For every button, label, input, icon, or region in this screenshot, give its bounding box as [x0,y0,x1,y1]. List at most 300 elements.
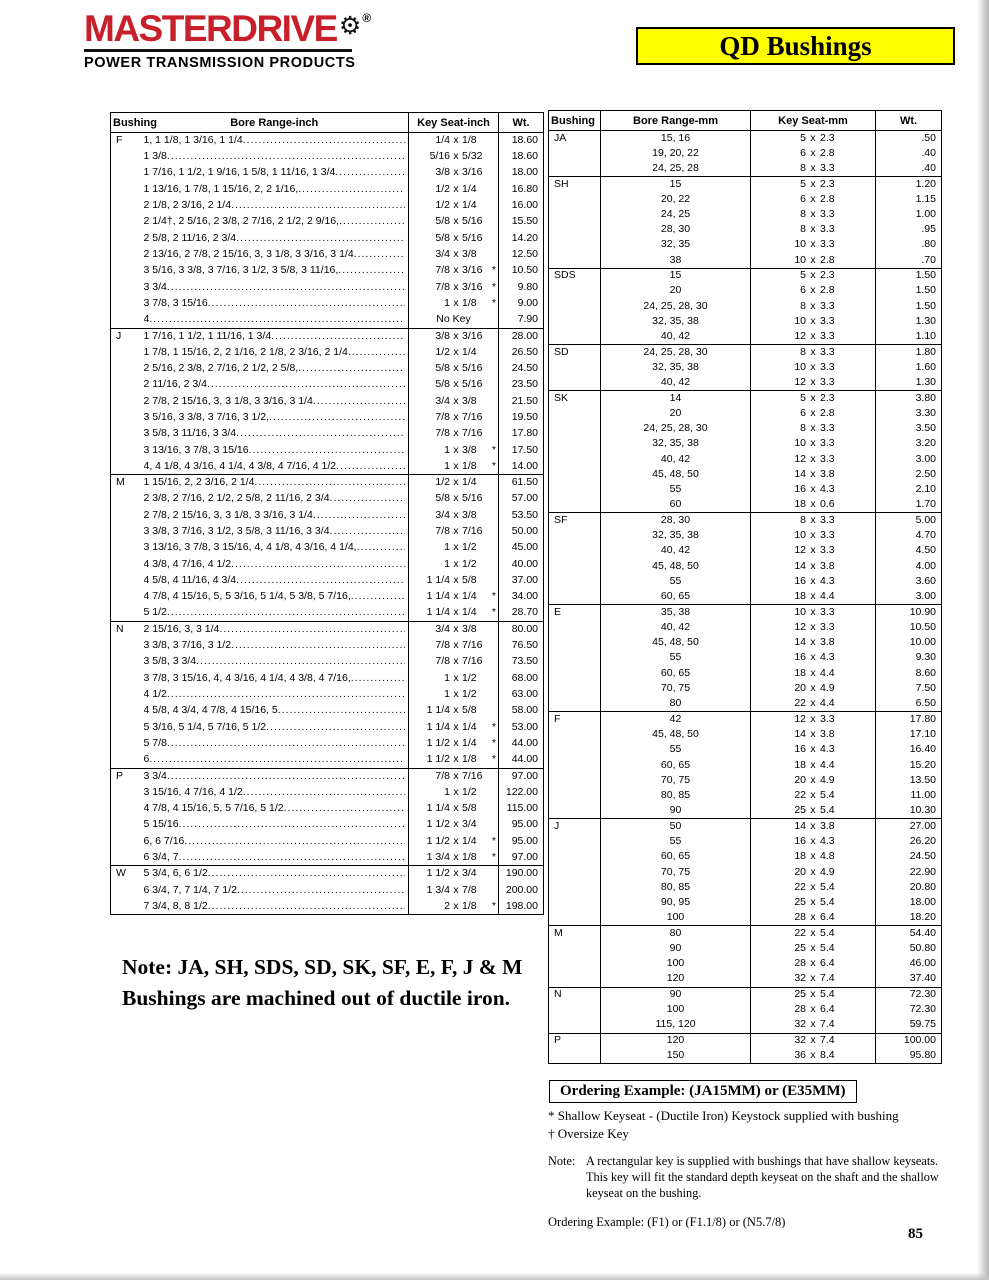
bushing-cell: SDS [549,268,601,283]
key-x: x [810,697,816,710]
key-x: x [453,720,459,733]
shallow-keyseat-star: * [491,280,496,293]
weight-cell: 2.10 [915,483,936,496]
bushing-cell [111,344,141,360]
bore-cell [141,475,409,491]
table-row [549,406,942,421]
keyseat-cell [409,361,499,377]
seat-value: 3.3 [820,452,835,465]
dot-leader [179,819,405,831]
seat-value: 5.4 [820,880,835,893]
table-row [549,758,942,773]
key-value: 5/8 [435,231,450,244]
keyseat-cell [751,1018,876,1033]
key-value: 7/8 [435,280,450,293]
key-x: x [810,850,816,863]
bore-cell: 45, 48, 50 [601,635,751,650]
key-x: x [453,639,459,652]
bore-values: 4 1/2 [143,688,167,700]
bore-cell: 45, 48, 50 [601,559,751,574]
bushing-cell [111,654,141,670]
bushing-cell [111,393,141,409]
weight-cell: 76.50 [511,639,538,652]
key-note-text: A rectangular key is supplied with bushings that have shallow keyseats. This key will fit the standard depth keyseat on the shaft and the shallow keyseat on the bushing. [586,1154,939,1200]
bore-cell: 100 [601,1002,751,1017]
keyseat-cell [409,850,499,866]
table-row [549,498,942,513]
table-row [111,458,544,474]
key-value: 8 [800,207,806,220]
table-row [549,589,942,604]
bushing-cell [549,559,601,574]
weight-cell: 3.00 [915,452,936,465]
table-row [111,752,544,768]
weight-cell: 15.50 [511,215,538,228]
table-row [549,620,942,635]
ordering-example-inch: Ordering Example: (F1) or (F1.1/8) or (N5.7/8) [548,1215,786,1229]
table-row [111,817,544,833]
weight-cell: 1.50 [915,299,936,312]
table-row [549,865,942,880]
weight-cell: 63.00 [511,687,538,700]
bushing-group-JA [549,131,942,177]
table-row [549,467,942,482]
keyseat-cell [751,268,876,283]
table-row [549,712,942,727]
weight-cell: 37.40 [909,972,936,985]
table-row [549,651,942,666]
seat-value: 1/2 [462,671,477,684]
bushing-cell [111,295,141,311]
table-row [549,314,942,329]
key-x: x [810,957,816,970]
key-value: 22 [794,880,806,893]
seat-value: 1/2 [462,557,477,570]
seat-value: 3.8 [820,636,835,649]
weight-cell: 6.50 [915,697,936,710]
keyseat-cell [409,295,499,311]
key-value: 25 [794,804,806,817]
key-x: x [810,789,816,802]
bushing-cell [549,146,601,161]
bore-values: 2 5/16, 2 3/8, 2 7/16, 2 1/2, 2 5/8, [143,363,299,375]
key-value: 10 [794,253,806,266]
weight-cell: 73.50 [511,655,538,668]
seat-value: 4.8 [820,850,835,863]
seat-value: 3.3 [820,207,835,220]
bore-cell: 120 [601,1033,751,1048]
dot-leader [237,885,405,897]
key-x: x [453,247,459,260]
key-x: x [453,802,459,815]
bore-values: 5 15/16 [143,819,179,831]
table-row [111,361,544,377]
bore-cell: 60, 65 [601,849,751,864]
key-value: 7/8 [435,264,450,277]
page-number: 85 [908,1226,923,1242]
seat-value: 3.3 [820,223,835,236]
bushing-cell [549,222,601,237]
shallow-keyseat-star: * [491,264,496,277]
key-x: x [453,280,459,293]
keyseat-cell [409,687,499,703]
keyseat-cell [751,222,876,237]
bore-cell [141,312,409,328]
bore-cell [141,768,409,784]
bushing-cell: F [116,134,123,147]
keyseat-cell [409,735,499,751]
weight-cell: 28.70 [511,606,538,619]
weight-cell: 26.50 [511,345,538,358]
key-value: 32 [794,972,806,985]
bushing-cell [549,436,601,451]
keyseat-cell [751,635,876,650]
weight-cell: 10.30 [909,804,936,817]
weight-cell: 24.50 [909,850,936,863]
bore-cell [141,898,409,914]
bore-values: 2 7/8, 2 15/16, 3, 3 1/8, 3 3/16, 3 1/4 [143,509,313,521]
page-title-box [636,27,955,65]
key-x: x [810,192,816,205]
inch-table [110,112,544,915]
keyseat-cell [409,605,499,621]
table-row [111,344,544,360]
weight-cell: 44.00 [511,736,538,749]
keyseat-cell [409,573,499,589]
dot-leader [313,396,405,408]
key-value: 1/2 [435,182,450,195]
table-row [111,149,544,165]
bore-cell: 90 [601,987,751,1002]
seat-value: 5/16 [462,378,483,391]
table-row [549,773,942,788]
bushing-group-F [549,712,942,819]
keyseat-cell [751,696,876,711]
keyseat-cell [409,752,499,768]
key-value: 8 [800,161,806,174]
key-value: 1 1/2 [426,867,450,880]
table-row [111,670,544,686]
dot-leader [149,754,405,766]
bushing-cell [111,214,141,230]
key-value: 18 [794,758,806,771]
table-row [549,329,942,344]
seat-value: 2.8 [820,406,835,419]
table-row [549,131,942,146]
keyseat-cell [409,670,499,686]
key-x: x [453,459,459,472]
weight-cell: 1.10 [915,329,936,342]
key-x: x [810,329,816,342]
key-value: 5/8 [435,362,450,375]
seat-value: 1/8 [462,752,477,765]
table-row [549,513,942,528]
key-x: x [810,391,816,404]
bushing-cell [549,421,601,436]
table-row [549,926,942,941]
key-value: 1 1/2 [426,752,450,765]
table-row [549,696,942,711]
weight-cell: 21.50 [511,394,538,407]
keyseat-cell [751,758,876,773]
bore-values: 2 3/8, 2 7/16, 2 1/2, 2 5/8, 2 11/16, 2 3/4 [143,493,330,505]
dot-leader [184,836,405,848]
bushing-cell [111,149,141,165]
bore-values: 3 3/4 [143,770,167,782]
bushing-cell [549,895,601,910]
key-value: 5 [800,269,806,282]
bore-values: 3 15/16, 4 7/16, 4 1/2 [143,786,243,798]
dot-leader [338,265,405,277]
bushing-cell: N [116,623,124,636]
bushing-cell [549,666,601,681]
shallow-keyseat-star: * [491,850,496,863]
table-row [111,524,544,540]
weight-cell: 1.00 [915,207,936,220]
mm-header-row [549,111,942,131]
key-value: 1 1/4 [426,573,450,586]
keyseat-cell [409,442,499,458]
bushing-cell [549,1002,601,1017]
mm-header-weight: Wt. [876,111,942,131]
table-row [549,238,942,253]
bushing-group-M [549,926,942,987]
bore-cell [141,263,409,279]
keyseat-cell [751,161,876,176]
weight-cell: 17.80 [511,427,538,440]
bore-cell [141,556,409,572]
key-value: 12 [794,452,806,465]
weight-cell: 3.30 [915,406,936,419]
seat-value: 3/8 [462,247,477,260]
bore-cell: 50 [601,819,751,834]
table-row [111,442,544,458]
key-value: 7/8 [435,769,450,782]
bushing-cell [111,638,141,654]
weight-cell: 50.00 [511,525,538,537]
key-value: 3/8 [435,166,450,179]
key-value: 14 [794,819,806,832]
weight-cell: 37.00 [511,573,538,586]
keyseat-cell [751,329,876,344]
bushing-cell: J [549,819,601,834]
bore-values: 1 15/16, 2, 2 3/16, 2 1/4 [143,477,255,489]
bushing-cell: W [116,867,126,880]
table-row [549,957,942,972]
key-value: 32 [794,1018,806,1031]
bushing-cell [111,230,141,246]
seat-value: 4.4 [820,758,835,771]
table-row [111,393,544,409]
table-row [111,491,544,507]
key-value: 8 [800,422,806,435]
dot-leader [298,184,405,196]
key-value: 1 3/4 [426,883,450,896]
weight-cell: 95.00 [511,834,538,847]
key-value: 36 [794,1048,806,1061]
key-x: x [810,712,816,725]
weight-cell: 53.50 [511,508,538,521]
bore-cell [141,703,409,719]
seat-value: 5.4 [820,927,835,940]
seat-value: 3.8 [820,559,835,572]
dot-leader [208,298,405,310]
dot-leader [231,640,405,652]
bore-cell [141,882,409,898]
bore-values: 4 [143,313,150,325]
bushing-cell: N [549,987,601,1002]
key-value: 28 [794,1003,806,1016]
keyseat-cell [751,895,876,910]
bore-cell: 115, 120 [601,1018,751,1033]
bore-cell: 14 [601,391,751,406]
bushing-cell: F [549,712,601,727]
bore-cell [141,198,409,214]
bushing-cell [549,911,601,926]
table-row [549,391,942,406]
bushing-cell [111,540,141,556]
seat-value: 5.4 [820,896,835,909]
bushing-cell [111,524,141,540]
key-x: x [810,529,816,542]
key-value: 12 [794,544,806,557]
keyseat-cell [751,544,876,559]
table-row [111,882,544,898]
seat-value: 3.3 [820,437,835,450]
keyseat-cell [751,773,876,788]
bore-cell: 40, 42 [601,544,751,559]
key-value: 7/8 [435,655,450,668]
shallow-keyseat-star: * [491,752,496,765]
seat-value: 0.6 [820,498,835,511]
bore-values: 3 3/8, 3 7/16, 3 1/2 [143,640,232,652]
bushing-cell [111,752,141,768]
keyseat-cell [751,421,876,436]
key-x: x [453,850,459,863]
keyseat-cell [409,133,499,149]
weight-cell: 2.50 [915,467,936,480]
seat-value: 1/8 [462,899,477,912]
table-row [549,375,942,390]
seat-value: 1/8 [462,134,477,147]
bore-values: 1 7/16, 1 1/2, 1 9/16, 1 5/8, 1 11/16, 1 3/4 [143,167,336,179]
key-value: 3/4 [435,508,450,521]
bore-cell: 55 [601,834,751,849]
keyseat-cell [409,654,499,670]
weight-cell: 13.50 [909,773,936,786]
logo-tagline: POWER TRANSMISSION PRODUCTS [84,55,356,71]
key-value: 16 [794,651,806,664]
bore-cell: 150 [601,1048,751,1063]
key-value: 8 [800,223,806,236]
bore-cell [141,491,409,507]
key-value: 1 1/2 [426,736,450,749]
bore-cell: 20 [601,283,751,298]
bore-cell: 32, 35, 38 [601,360,751,375]
bore-values: 4 5/8, 4 3/4, 4 7/8, 4 15/16, 5 [143,705,278,717]
weight-cell: 16.80 [511,182,538,195]
seat-value: 3/16 [462,264,483,277]
key-value: 1 1/2 [426,818,450,831]
key-x: x [810,988,816,1001]
table-row [549,972,942,987]
seat-value: 1/2 [462,687,477,700]
key-value: 14 [794,467,806,480]
dot-leader [339,216,405,228]
key-value: 6 [800,192,806,205]
seat-value: 2.3 [820,177,835,190]
table-row [111,621,544,637]
table-row [111,328,544,344]
weight-cell: 122.00 [505,785,538,798]
bore-cell: 70, 75 [601,865,751,880]
keyseat-cell [409,426,499,442]
bore-cell [141,165,409,181]
key-x: x [453,410,459,423]
key-value: 10 [794,360,806,373]
bore-cell [141,133,409,149]
weight-cell: 24.50 [511,362,538,375]
bushing-cell [549,773,601,788]
dot-leader [167,282,405,294]
bore-values: 6, 6 7/16 [143,835,185,847]
key-value: 18 [794,498,806,511]
bushing-group-W [111,866,544,915]
masterdrive-logo [84,8,372,71]
bore-cell [141,230,409,246]
key-x: x [453,362,459,375]
seat-value: 1/4 [462,182,477,195]
weight-cell: 3.50 [915,422,936,435]
mm-header-bushing: Bushing [549,111,601,131]
bore-values: 1 7/8, 1 15/16, 2, 2 1/16, 2 1/8, 2 3/16, 2 1/4 [143,346,348,358]
dot-leader [231,200,405,212]
key-value: 5 [800,131,806,144]
seat-value: 6.4 [820,957,835,970]
bore-cell: 42 [601,712,751,727]
key-x: x [810,559,816,572]
keyseat-cell [751,192,876,207]
key-x: x [453,655,459,668]
bore-cell [141,670,409,686]
key-value: 1 [444,443,450,456]
key-x: x [453,704,459,717]
key-x: x [810,360,816,373]
bushing-cell [549,865,601,880]
key-value: 1 1/4 [426,704,450,717]
keyseat-cell [409,507,499,523]
weight-cell: 3.20 [915,437,936,450]
bushing-cell [549,467,601,482]
dot-leader [298,363,405,375]
seat-value: 4.3 [820,574,835,587]
bushing-cell [111,784,141,800]
shallow-keyseat-star: * [491,590,496,603]
bore-cell [141,817,409,833]
bushing-cell [549,207,601,222]
bushing-cell [549,360,601,375]
bushing-cell [549,788,601,803]
key-x: x [810,269,816,282]
key-x: x [453,606,459,619]
bushing-cell [111,670,141,686]
table-row [549,1033,942,1048]
seat-value: 3.3 [820,360,835,373]
key-value: 22 [794,697,806,710]
key-x: x [453,785,459,798]
bore-cell: 32, 35, 38 [601,528,751,543]
bore-cell [141,589,409,605]
